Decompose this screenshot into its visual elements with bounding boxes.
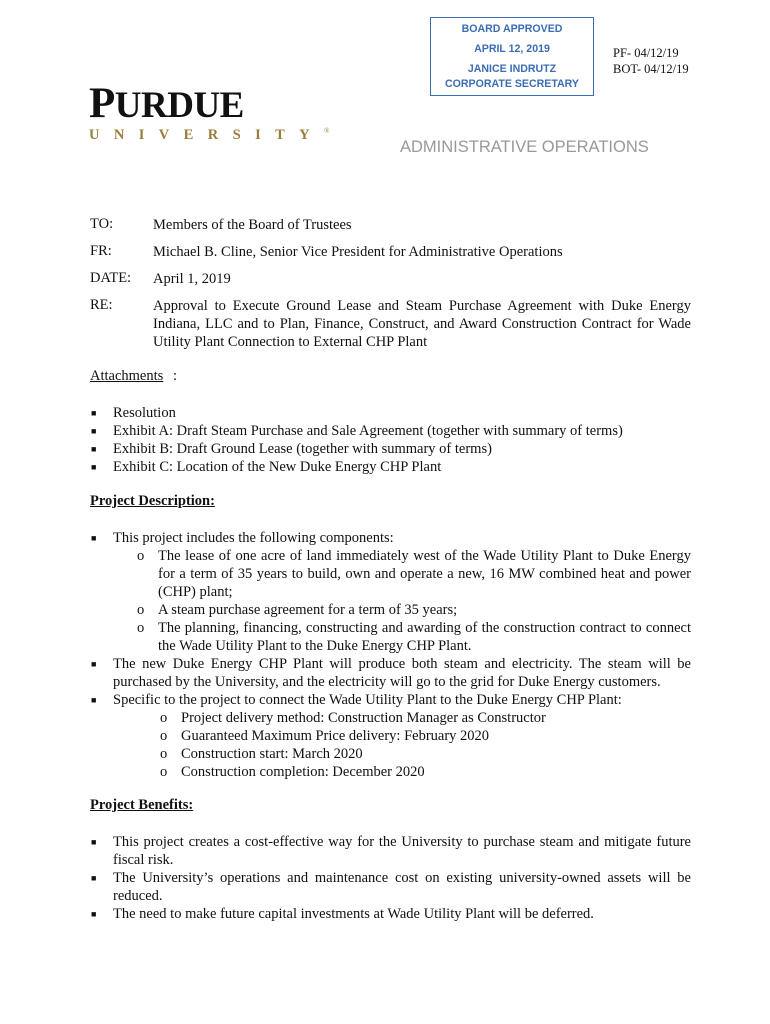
bullet-circle-icon: o bbox=[160, 710, 168, 726]
specific-item: o Project delivery method: Construction Manager as Constructor bbox=[160, 710, 546, 726]
benefit-item: ■ The need to make future capital investments at Wade Utility Plant will be deferred. bbox=[91, 906, 594, 922]
bullet-circle-icon: o bbox=[137, 620, 145, 636]
bullet-square-icon: ■ bbox=[91, 837, 97, 847]
attachments-heading: Attachments bbox=[90, 368, 164, 384]
bullet-square-icon: ■ bbox=[91, 444, 97, 454]
board-approved-stamp bbox=[430, 17, 594, 96]
bot-date: BOT- 04/12/19 bbox=[613, 61, 689, 76]
component-item: o A steam purchase agreement for a term of 35 years; bbox=[137, 602, 458, 618]
stamp-line-2: APRIL 12, 2019 bbox=[474, 43, 550, 55]
document-reference bbox=[613, 46, 689, 77]
bullet-square-icon: ■ bbox=[91, 695, 97, 705]
bullet-circle-icon: o bbox=[160, 764, 168, 780]
bullet-square-icon: ■ bbox=[91, 659, 97, 669]
benefit-item: ■ This project creates a cost-effective way for the University to purchase steam and mitigate future fiscal risk. bbox=[91, 834, 691, 868]
from-value: Michael B. Cline, Senior Vice President for Administrative Operations bbox=[153, 244, 563, 260]
attachment-item: ■ Exhibit A: Draft Steam Purchase and Sale Agreement (together with summary of terms) bbox=[91, 423, 623, 439]
attachment-item: ■ Resolution bbox=[91, 405, 176, 421]
bullet-circle-icon: o bbox=[137, 548, 145, 564]
purdue-logo-wordmark: PURDUE bbox=[89, 80, 244, 127]
to-label: TO: bbox=[90, 216, 114, 232]
description-bullet: ■ Specific to the project to connect the Wade Utility Plant to the Duke Energy CHP Plant: bbox=[91, 692, 622, 708]
stamp-line-4: CORPORATE SECRETARY bbox=[445, 78, 579, 90]
stamp-line-1: BOARD APPROVED bbox=[461, 23, 563, 35]
bullet-circle-icon: o bbox=[160, 728, 168, 744]
project-description-heading: Project Description: bbox=[90, 493, 215, 509]
stamp-line-3: JANICE INDRUTZ bbox=[467, 63, 557, 75]
specific-item: o Construction completion: December 2020 bbox=[160, 764, 425, 780]
re-label: RE: bbox=[90, 297, 113, 313]
purdue-logo-university: UNIVERSITY® bbox=[89, 127, 330, 143]
bullet-square-icon: ■ bbox=[91, 873, 97, 883]
bullet-square-icon: ■ bbox=[91, 408, 97, 418]
department-title: ADMINISTRATIVE OPERATIONS bbox=[400, 138, 649, 156]
date-label: DATE: bbox=[90, 270, 132, 286]
attachments-colon: : bbox=[173, 368, 178, 384]
from-label: FR: bbox=[90, 243, 112, 259]
attachment-item: ■ Exhibit C: Location of the New Duke Energy CHP Plant bbox=[91, 459, 442, 475]
pf-date: PF- 04/12/19 bbox=[613, 46, 679, 60]
benefit-item: ■ The University’s operations and maintenance cost on existing university-owned assets will be reduced. bbox=[91, 870, 691, 904]
specific-item: o Guaranteed Maximum Price delivery: February 2020 bbox=[160, 728, 490, 744]
project-benefits-heading: Project Benefits: bbox=[90, 797, 194, 813]
specific-item: o Construction start: March 2020 bbox=[160, 746, 363, 762]
to-value: Members of the Board of Trustees bbox=[153, 217, 352, 233]
component-item: o The planning, financing, constructing and awarding of the construction contract to connect the Wade Utility Plant to the Duke Energy CHP Plant. bbox=[137, 620, 691, 654]
re-value: Approval to Execute Ground Lease and Steam Purchase Agreement with Duke Energy Indiana, LLC and to Plan, Finance, Construct, and Award Construction Contract for Wade Utility Plant Connection to External CHP Plant bbox=[153, 298, 691, 350]
attachment-item: ■ Exhibit B: Draft Ground Lease (together with summary of terms) bbox=[91, 441, 492, 457]
date-value: April 1, 2019 bbox=[153, 271, 231, 287]
bullet-circle-icon: o bbox=[160, 746, 168, 762]
bullet-circle-icon: o bbox=[137, 602, 145, 618]
bullet-square-icon: ■ bbox=[91, 462, 97, 472]
bullet-square-icon: ■ bbox=[91, 426, 97, 436]
bullet-square-icon: ■ bbox=[91, 909, 97, 919]
description-bullet: ■ The new Duke Energy CHP Plant will produce both steam and electricity. The steam will be purchased by the University, and the electricity will go to the grid for Duke Energy customers. bbox=[91, 656, 691, 690]
component-item: o The lease of one acre of land immediately west of the Wade Utility Plant to Duke Energy for a term of 35 years to build, own and operate a new, 16 MW combined heat and power (CHP) plant; bbox=[137, 548, 691, 600]
bullet-square-icon: ■ bbox=[91, 533, 97, 543]
description-bullet: ■ This project includes the following components: bbox=[91, 530, 394, 546]
